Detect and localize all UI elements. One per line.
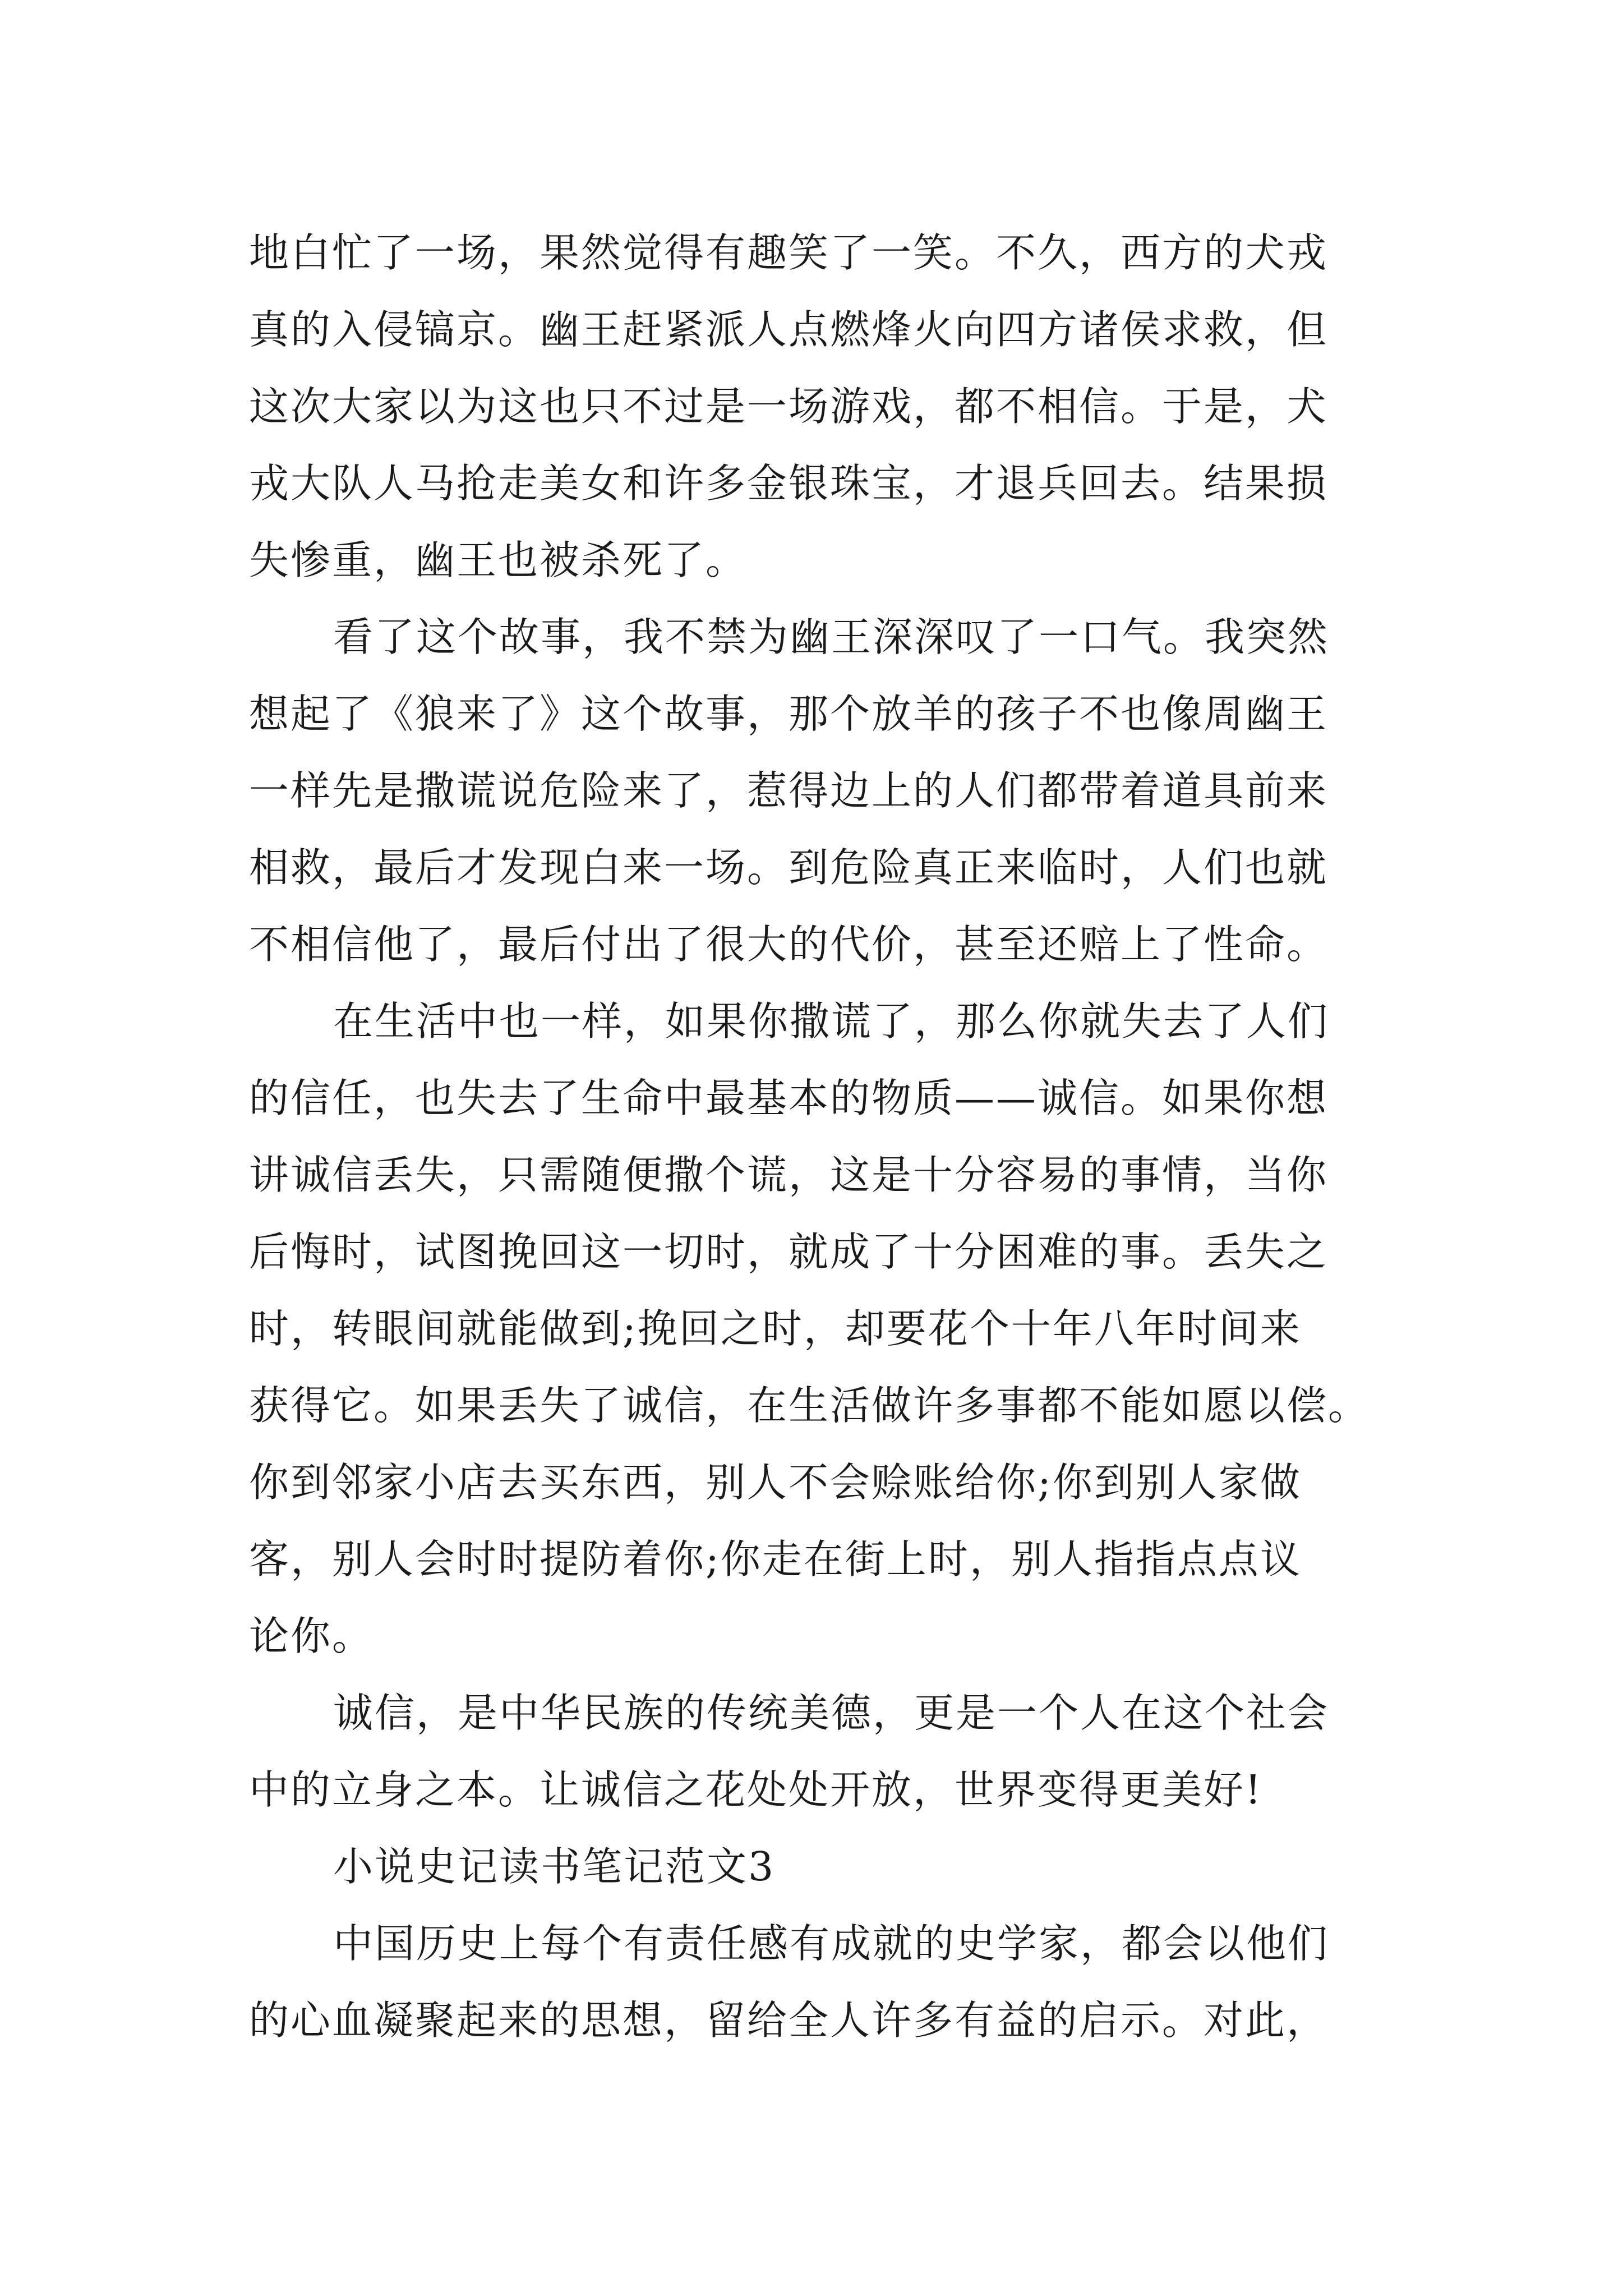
paragraph-first-line: 中国历史上每个有责任感有成就的史学家，都会以他们 [333,1920,1330,1967]
text-line: 这次大家以为这也只不过是一场游戏，都不相信。于是，犬 [249,383,1329,430]
text-line: 想起了《狼来了》这个故事，那个放羊的孩子不也像周幽王 [249,691,1329,737]
text-line: 真的入侵镐京。幽王赶紧派人点燃烽火向四方诸侯求救，但 [249,306,1329,353]
text-line: 一样先是撒谎说危险来了，惹得边上的人们都带着道具前来 [249,767,1329,814]
text-line: 失惨重，幽王也被杀死了。 [249,537,748,583]
text-line: 的心血凝聚起来的思想，留给全人许多有益的启示。对此， [249,1997,1329,2044]
text-line: 论你。 [249,1613,374,1659]
text-line: 时，转眼间就能做到;挽回之时，却要花个十年八年时间来 [249,1305,1302,1352]
section-heading: 小说史记读书笔记范文3 [333,1843,776,1890]
paragraph-first-line: 在生活中也一样，如果你撒谎了，那么你就失去了人们 [333,998,1330,1045]
text-line: 后悔时，试图挽回这一切时，就成了十分困难的事。丢失之 [249,1228,1329,1275]
paragraph-first-line: 诚信，是中华民族的传统美德，更是一个人在这个社会 [333,1690,1330,1736]
text-line: 讲诚信丢失，只需随便撒个谎，这是十分容易的事情，当你 [249,1152,1329,1198]
text-line: 不相信他了，最后付出了很大的代价，甚至还赔上了性命。 [249,921,1329,968]
text-line: 戎大队人马抢走美女和许多金银珠宝，才退兵回去。结果损 [249,460,1329,507]
document-body [249,214,1399,2059]
text-line: 中的立身之本。让诚信之花处处开放，世界变得更美好! [249,1766,1263,1813]
text-line: 相救，最后才发现白来一场。到危险真正来临时，人们也就 [249,844,1329,891]
text-line: 你到邻家小店去买东西，别人不会赊账给你;你到别人家做 [249,1459,1302,1506]
text-line: 的信任，也失去了生命中最基本的物质——诚信。如果你想 [249,1075,1329,1121]
text-line: 客，别人会时时提防着你;你走在街上时，别人指指点点议 [249,1536,1302,1582]
paragraph-first-line: 看了这个故事，我不禁为幽王深深叹了一口气。我突然 [333,614,1330,660]
text-line: 获得它。如果丢失了诚信，在生活做许多事都不能如愿以偿。 [249,1382,1370,1429]
text-line: 地白忙了一场，果然觉得有趣笑了一笑。不久，西方的犬戎 [249,229,1329,276]
